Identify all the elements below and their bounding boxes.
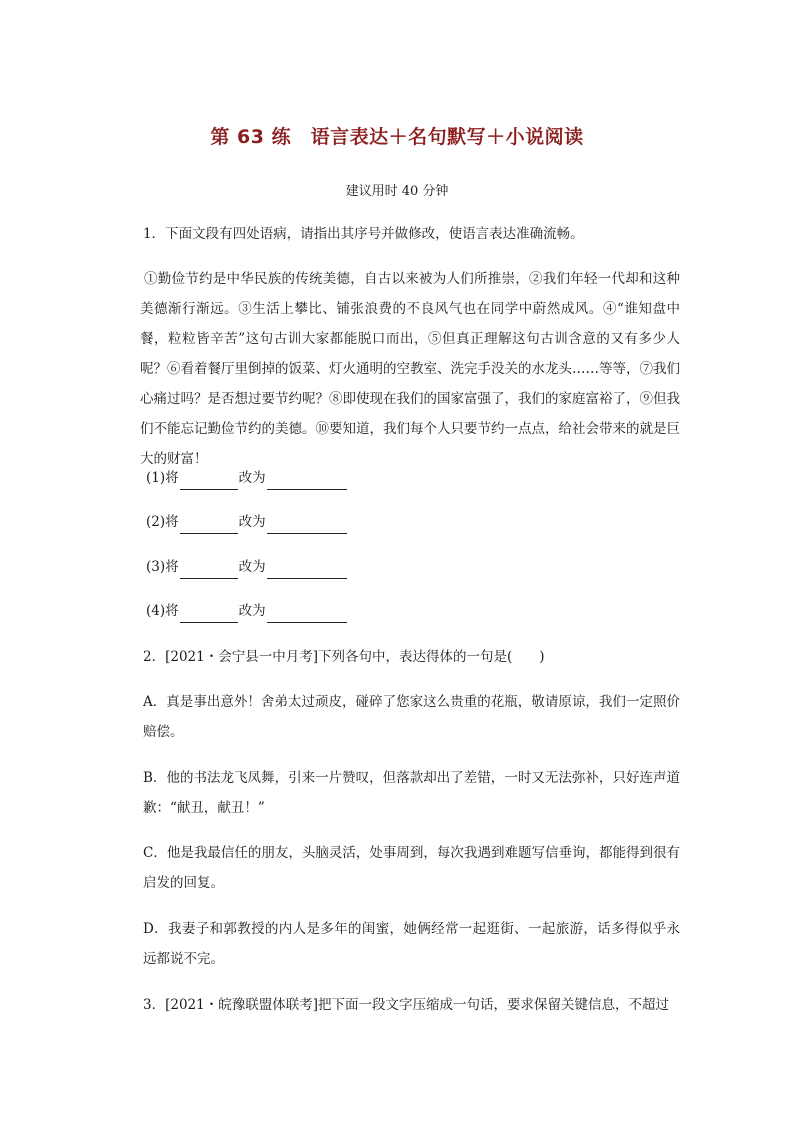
question-2-option-a[interactable]: A．真是事出意外！舍弟太过顽皮，碰碎了您家这么贵重的花瓶，敬请原谅，我们一定照价赔偿。 <box>143 694 680 740</box>
question-2-option-d[interactable]: D．我妻子和郭教授的内人是多年的闺蜜，她俩经常一起逛街、一起旅游，话多得似乎永远都说不完。 <box>143 921 680 967</box>
question-2-stem: 2．[2021・会宁县一中月考]下列各句中，表达得体的一句是( ) <box>143 649 545 665</box>
answer-label: 改为 <box>238 470 266 486</box>
answer-blank-original[interactable] <box>180 473 238 490</box>
answer-blank-revised[interactable] <box>267 517 347 534</box>
question-1-stem: 1．下面文段有四处语病，请指出其序号并做修改，使语言表达准确流畅。 <box>143 226 584 242</box>
answer-line-4 <box>146 599 348 623</box>
answer-label: (4)将 <box>146 603 179 619</box>
answer-line-2 <box>146 510 348 534</box>
answer-blank-revised[interactable] <box>267 606 347 623</box>
answer-blank-revised[interactable] <box>267 473 347 490</box>
answer-label: 改为 <box>238 514 266 530</box>
question-3-stem: 3．[2021・皖豫联盟体联考]把下面一段文字压缩成一句话，要求保留关键信息，不超过 <box>143 997 669 1013</box>
answer-blank-original[interactable] <box>180 562 238 579</box>
answer-label: 改为 <box>238 559 266 575</box>
answer-blank-revised[interactable] <box>267 562 347 579</box>
answer-label: (2)将 <box>146 514 179 530</box>
answer-line-1 <box>146 466 348 490</box>
answer-label: 改为 <box>238 603 266 619</box>
answer-label: (3)将 <box>146 559 179 575</box>
question-1-passage: ①勤俭节约是中华民族的传统美德，自古以来被为人们所推崇，②我们年轻一代却和这种美德渐行渐远。③生活上攀比、铺张浪费的不良风气也在同学中蔚然成风。④“谁知盘中餐，粒粒皆辛苦”这句古训大家都能脱口而出，⑤但真正理解这句古训含意的又有多少人呢？⑥看着餐厅里倒掉的饭菜、灯火通明的空教室、洗完手没关的水龙头……等等，⑦我们心痛过吗？是否想过要节约呢？⑧即使现在我们的国家富强了，我们的家庭富裕了，⑨但我们不能忘记勤俭节约的美德。⑩要知道，我们每个人只要节约一点点，给社会带来的就是巨大的财富！ <box>140 271 680 467</box>
question-2-option-b[interactable]: B．他的书法龙飞凤舞，引来一片赞叹，但落款却出了差错，一时又无法弥补，只好连声道歉：“献丑，献丑！” <box>143 770 680 816</box>
time-suggestion: 建议用时 40 分钟 <box>345 184 449 199</box>
answer-blank-original[interactable] <box>180 606 238 623</box>
page-title: 第 63 练 语言表达＋名句默写＋小说阅读 <box>210 126 584 148</box>
answer-label: (1)将 <box>146 470 179 486</box>
answer-blank-original[interactable] <box>180 517 238 534</box>
answer-line-3 <box>146 555 348 579</box>
question-2-option-c[interactable]: C．他是我最信任的朋友，头脑灵活，处事周到，每次我遇到难题写信垂询，都能得到很有启发的回复。 <box>143 845 680 891</box>
